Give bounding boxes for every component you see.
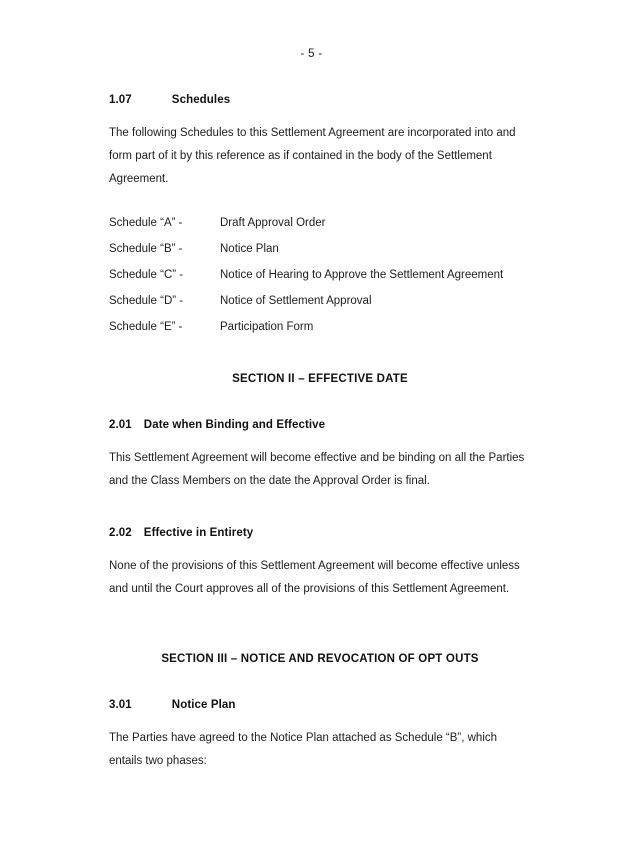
schedule-description: Notice of Settlement Approval [220, 295, 372, 307]
paragraph-3-01: The Parties have agreed to the Notice Plan attached as Schedule “B”, which entails two phases: [109, 732, 498, 767]
heading-2-02-title: Effective in Entirety [143, 527, 254, 539]
heading-1-07-title: Schedules [171, 94, 231, 106]
list-item [109, 295, 531, 307]
heading-3-01 [109, 699, 531, 711]
schedule-list [109, 217, 531, 333]
heading-2-01-number: 2.01 [109, 419, 132, 431]
heading-1-07 [109, 94, 531, 106]
heading-2-02-number: 2.02 [109, 527, 132, 539]
schedule-label: Schedule “A” - [109, 217, 183, 229]
list-item [109, 217, 531, 229]
list-item [109, 321, 531, 333]
schedule-description: Participation Form [220, 321, 314, 333]
list-item [109, 243, 531, 255]
document-page [0, 48, 623, 855]
schedule-description: Notice of Hearing to Approve the Settlement Agreement [220, 269, 504, 281]
heading-2-01-title: Date when Binding and Effective [143, 419, 326, 431]
heading-2-01 [109, 419, 531, 431]
document-body [0, 94, 623, 773]
list-item [109, 269, 531, 281]
schedule-label: Schedule “D” - [109, 295, 184, 307]
schedule-label: Schedule “C” - [109, 269, 184, 281]
section-title-three: SECTION III – NOTICE AND REVOCATION OF OPT OUTS [161, 653, 479, 665]
paragraph-1-07: The following Schedules to this Settlement Agreement are incorporated into and form part of it by this reference as if contained in the body of the Settlement Agreement. [109, 127, 516, 185]
heading-3-01-number: 3.01 [109, 699, 132, 711]
heading-2-02 [109, 527, 531, 539]
schedule-label: Schedule “E” - [109, 321, 183, 333]
schedule-description: Draft Approval Order [220, 217, 326, 229]
heading-1-07-number: 1.07 [109, 94, 132, 106]
page-number: - 5 - [300, 48, 323, 60]
heading-3-01-title: Notice Plan [171, 699, 236, 711]
schedule-label: Schedule “B” - [109, 243, 183, 255]
schedule-description: Notice Plan [220, 243, 279, 255]
section-title-two: SECTION II – EFFECTIVE DATE [232, 373, 408, 385]
paragraph-2-02: None of the provisions of this Settlement Agreement will become effective unless and until the Court approves all of the provisions of this Settlement Agreement. [109, 560, 520, 595]
paragraph-2-01: This Settlement Agreement will become effective and be binding on all the Parties and the Class Members on the date the Approval Order is final. [109, 452, 525, 487]
